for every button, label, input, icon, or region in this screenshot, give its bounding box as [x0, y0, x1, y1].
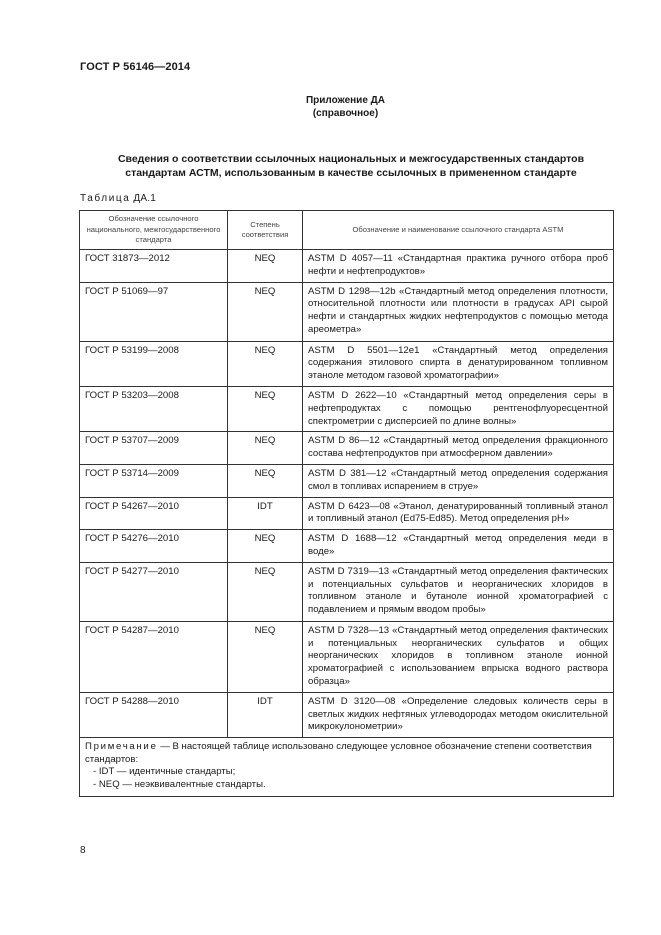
section-title: Сведения о соответствии ссылочных национальных и межгосударственных стандартов стандартам АСТМ, использованным в качестве ссылочных в примененном стандарте [117, 153, 585, 179]
astm-standard-title: ASTM D 3120—08 «Определение следовых количеств серы в светлых жидких нефтяных углеводородах методом окислительной микрокулонометрии» [303, 692, 614, 737]
correspondence-table [79, 210, 614, 797]
table-row [80, 497, 614, 530]
national-standard-code: ГОСТ Р 53714—2009 [80, 464, 228, 497]
table-caption [80, 193, 156, 204]
table-row [80, 432, 614, 465]
table-caption-number: ДА.1 [133, 193, 156, 204]
table-row [80, 530, 614, 563]
note-item-idt: - IDT — идентичные стандарты; [93, 766, 236, 778]
degree-of-correspondence: NEQ [228, 464, 303, 497]
degree-of-correspondence: NEQ [228, 386, 303, 431]
table-header-row [80, 211, 614, 250]
degree-of-correspondence: IDT [228, 692, 303, 737]
astm-standard-title: ASTM D 2622—10 «Стандартный метод определения серы в нефтепродуктах с помощью рентгенофлуоресцентной спектрометрии с дисперсией по длине волны» [303, 386, 614, 431]
table-caption-label: Таблица [80, 193, 131, 204]
astm-standard-title: ASTM D 1298—12b «Стандартный метод определения плотности, относительной плотности или плотности в градусах API сырой нефти и стандартных жидких нефтепродуктов с помощью метода ареометра» [303, 282, 614, 341]
appendix-heading [0, 94, 661, 120]
degree-of-correspondence: NEQ [228, 562, 303, 621]
national-standard-code: ГОСТ 31873—2012 [80, 250, 228, 283]
table-row [80, 341, 614, 386]
national-standard-code: ГОСТ Р 51069—97 [80, 282, 228, 341]
astm-standard-title: ASTM D 6423—08 «Этанол, денатурированный топливный этанол и топливный этанол (Ed75-Ed85). Метод определения pH» [303, 497, 614, 530]
appendix-subtitle: (справочное) [312, 108, 379, 119]
table-row [80, 621, 614, 692]
national-standard-code: ГОСТ Р 53203—2008 [80, 386, 228, 431]
table-row [80, 282, 614, 341]
note-paragraph [85, 741, 608, 766]
note-label: Примечание [85, 741, 158, 753]
column-header-national-standard: Обозначение ссылочного национального, межгосударственного стандарта [80, 211, 228, 250]
table-note [80, 738, 614, 797]
national-standard-code: ГОСТ Р 54276—2010 [80, 530, 228, 563]
national-standard-code: ГОСТ Р 54267—2010 [80, 497, 228, 530]
column-header-degree: Степень соответствия [228, 211, 303, 250]
degree-of-correspondence: NEQ [228, 250, 303, 283]
degree-of-correspondence: NEQ [228, 621, 303, 692]
standard-designation: ГОСТ Р 56146—2014 [80, 61, 191, 73]
table-row [80, 386, 614, 431]
national-standard-code: ГОСТ Р 53707—2009 [80, 432, 228, 465]
degree-of-correspondence: NEQ [228, 432, 303, 465]
table-note-row [80, 738, 614, 797]
note-item-neq: - NEQ — неэквивалентные стандарты. [93, 778, 266, 790]
astm-standard-title: ASTM D 1688—12 «Стандартный метод определения меди в воде» [303, 530, 614, 563]
astm-standard-title: ASTM D 4057—11 «Стандартная практика ручного отбора проб нефти и нефтепродуктов» [303, 250, 614, 283]
column-header-astm-standard: Обозначение и наименование ссылочного стандарта ASTM [303, 211, 614, 250]
degree-of-correspondence: NEQ [228, 341, 303, 386]
national-standard-code: ГОСТ Р 54288—2010 [80, 692, 228, 737]
degree-of-correspondence: IDT [228, 497, 303, 530]
page-number: 8 [80, 845, 86, 856]
astm-standard-title: ASTM D 5501—12e1 «Стандартный метод определения содержания этилового спирта в денатурированном топливном этаноле методом газовой хроматографии» [303, 341, 614, 386]
national-standard-code: ГОСТ Р 54287—2010 [80, 621, 228, 692]
table-row [80, 692, 614, 737]
national-standard-code: ГОСТ Р 53199—2008 [80, 341, 228, 386]
table-row [80, 250, 614, 283]
degree-of-correspondence: NEQ [228, 282, 303, 341]
astm-standard-title: ASTM D 381—12 «Стандартный метод определения содержания смол в топливах испарением в струе» [303, 464, 614, 497]
astm-standard-title: ASTM D 7319—13 «Стандартный метод определения фактических и потенциальных сульфатов и неорганических хлоридов в топливном этаноле и бутаноле ионной хроматографией с подавлением и прямым вводом пробы» [303, 562, 614, 621]
appendix-title: Приложение ДА [305, 95, 386, 106]
astm-standard-title: ASTM D 86—12 «Стандартный метод определения фракционного состава нефтепродуктов при атмосферном давлении» [303, 432, 614, 465]
table-row [80, 464, 614, 497]
degree-of-correspondence: NEQ [228, 530, 303, 563]
table-row [80, 562, 614, 621]
national-standard-code: ГОСТ Р 54277—2010 [80, 562, 228, 621]
note-text: — В настоящей таблице использовано следующее условное обозначение степени соответствия стандартов: [85, 741, 592, 765]
astm-standard-title: ASTM D 7328—13 «Стандартный метод определения фактических и потенциальных неорганических сульфатов и общих неорганических хлоридов в топливном этаноле ионной хроматографией с использованием впрыска водного раствора образца» [303, 621, 614, 692]
